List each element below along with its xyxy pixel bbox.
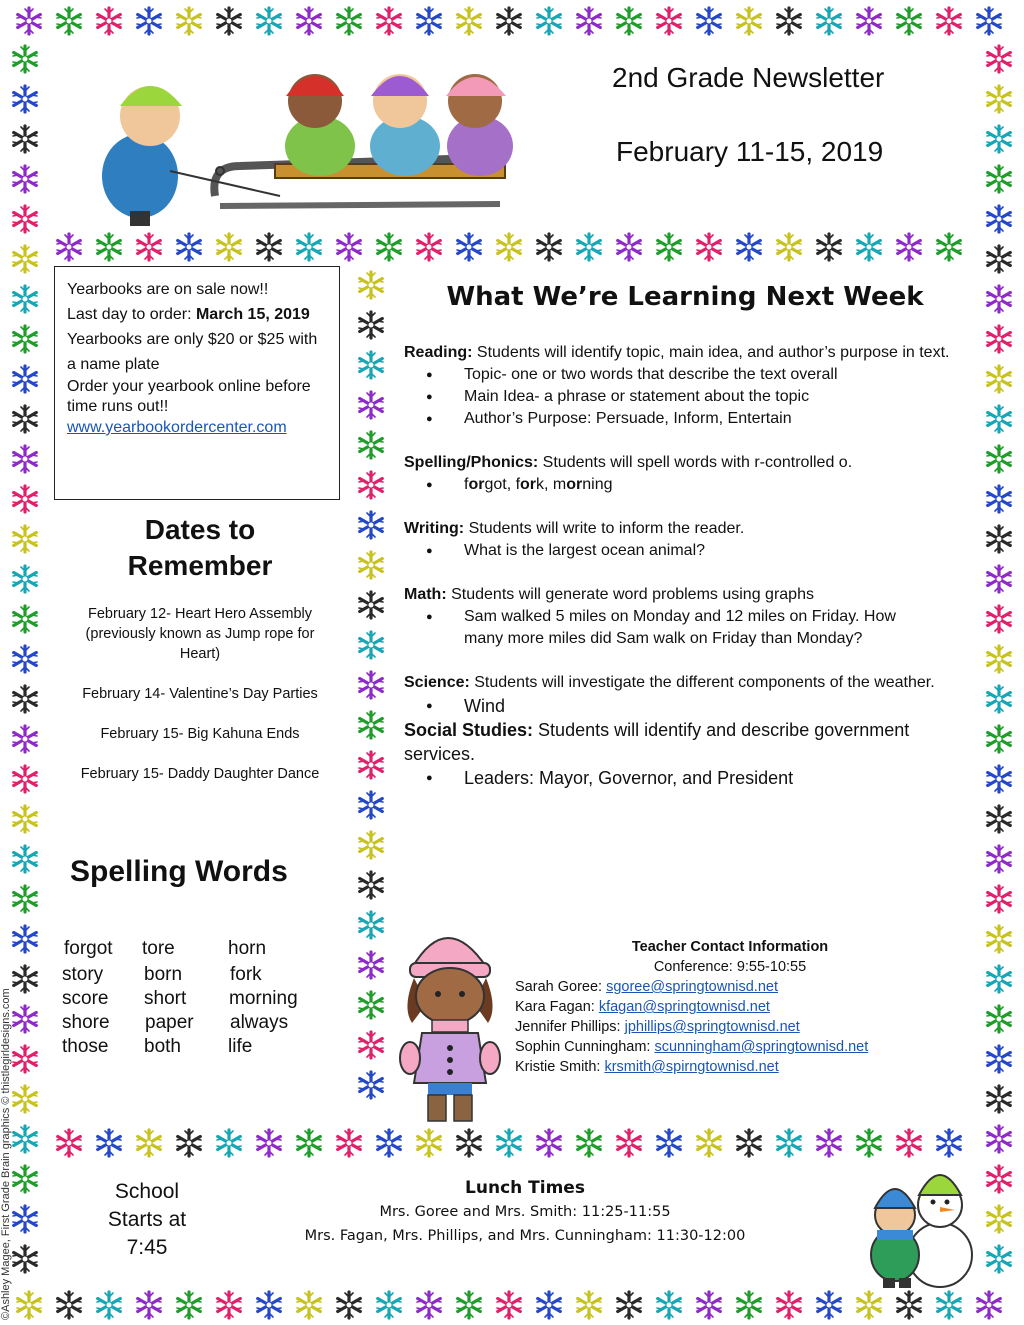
snowflake-icon <box>54 232 84 262</box>
snowflake-icon <box>454 232 484 262</box>
snowflake-icon <box>10 84 40 114</box>
spelling-heading: Spelling Words <box>70 855 288 888</box>
snowflake-icon <box>174 1290 204 1320</box>
snowflake-icon <box>374 6 404 36</box>
snowflake-icon <box>356 310 386 340</box>
snowflake-icon <box>356 710 386 740</box>
snowflake-icon <box>984 924 1014 954</box>
snowflake-icon <box>10 164 40 194</box>
snowflake-icon <box>984 804 1014 834</box>
teacher-name: Sophin Cunningham: <box>515 1039 655 1055</box>
sled-kids-illustration <box>60 46 600 226</box>
snowflake-icon <box>356 990 386 1020</box>
writing-bullet: ● What is the largest ocean animal? <box>464 540 964 562</box>
bullet-part-bold: or <box>468 476 485 493</box>
snowflake-icon <box>174 6 204 36</box>
snowflake-icon <box>10 724 40 754</box>
snowflake-icon <box>54 6 84 36</box>
snowflake-icon <box>984 444 1014 474</box>
snowflake-icon <box>10 124 40 154</box>
snowflake-icon <box>614 1128 644 1158</box>
lunch-times <box>280 1176 770 1248</box>
snowflake-icon <box>534 1290 564 1320</box>
snowflake-icon <box>94 1290 124 1320</box>
teacher-email-link[interactable]: jphillips@springtownisd.net <box>624 1019 800 1035</box>
math-label: Math: <box>404 586 447 603</box>
teacher-email-link[interactable]: krsmith@spirngtownisd.net <box>604 1059 779 1075</box>
snowflake-icon <box>614 1290 644 1320</box>
yearbook-deadline-label: Last day to order: <box>67 306 196 323</box>
snowflake-icon <box>984 644 1014 674</box>
spelling-word: born <box>144 964 183 985</box>
newsletter-date: February 11-15, 2019 <box>616 136 884 167</box>
snowflake-icon <box>814 1128 844 1158</box>
snowflake-icon <box>356 1030 386 1060</box>
snowflake-icon <box>94 1128 124 1158</box>
spelling-word: paper <box>145 1012 194 1033</box>
snowflake-icon <box>356 670 386 700</box>
snowflake-icon <box>294 6 324 36</box>
snowflake-icon <box>356 750 386 780</box>
snowflake-icon <box>10 844 40 874</box>
snowflake-icon <box>694 1290 724 1320</box>
snowflake-icon <box>134 1290 164 1320</box>
snowflake-icon <box>934 1128 964 1158</box>
snowflake-icon <box>654 1128 684 1158</box>
snowflake-icon <box>984 1164 1014 1194</box>
conference-time: Conference: 9:55-10:55 <box>653 959 807 975</box>
spelling-word: both <box>144 1036 181 1057</box>
snowflake-icon <box>374 1290 404 1320</box>
snowflake-icon <box>894 6 924 36</box>
spelling-word: always <box>230 1012 289 1033</box>
snowflake-icon <box>574 1290 604 1320</box>
reading-block <box>404 342 964 430</box>
snowflake-icon <box>356 830 386 860</box>
teacher-row <box>515 1057 945 1077</box>
snowflake-icon <box>10 684 40 714</box>
teacher-name: Sarah Goree: <box>515 979 607 995</box>
snowflake-icon <box>614 232 644 262</box>
snowflake-icon <box>356 790 386 820</box>
snowflake-icon <box>814 1290 844 1320</box>
spelling-word: forgot <box>64 938 113 959</box>
snowflake-icon <box>10 524 40 554</box>
snowflake-icon <box>854 1128 884 1158</box>
snowflake-icon <box>984 1244 1014 1274</box>
snowflake-icon <box>356 1070 386 1100</box>
snowflake-icon <box>534 232 564 262</box>
snowflake-icon <box>734 232 764 262</box>
snowflake-icon <box>494 232 524 262</box>
snowflake-icon <box>984 844 1014 874</box>
teacher-email-link[interactable]: kfagan@springtownisd.net <box>598 999 770 1015</box>
snowflake-icon <box>774 232 804 262</box>
bullet-part: k, m <box>536 476 567 493</box>
reading-bullet: ● Topic- one or two words that describe the text overall <box>464 364 964 386</box>
snowflake-icon <box>984 684 1014 714</box>
snowflake-icon <box>10 564 40 594</box>
snowflake-icon <box>984 1124 1014 1154</box>
snowflake-icon <box>10 1124 40 1154</box>
snowflake-icon <box>214 1128 244 1158</box>
snowflake-icon <box>374 1128 404 1158</box>
spelling-word: shore <box>62 1012 110 1033</box>
school-start-time: School Starts at 7:45 <box>107 1180 187 1259</box>
boy-snowman-illustration <box>855 1160 980 1290</box>
snowflake-icon <box>10 764 40 794</box>
snowflake-icon <box>334 1128 364 1158</box>
social-studies-label: Social Studies: <box>404 720 534 740</box>
snowflake-icon <box>414 1290 444 1320</box>
snowflake-icon <box>934 232 964 262</box>
snowflake-icon <box>984 1004 1014 1034</box>
snowflake-icon <box>654 1290 684 1320</box>
math-text: Students will generate word problems using graphs <box>446 586 814 603</box>
date-item: February 15- Daddy Daughter Dance <box>80 766 320 782</box>
snowflake-icon <box>654 6 684 36</box>
spelling-word: horn <box>228 938 267 959</box>
snowflake-icon <box>54 1290 84 1320</box>
snowflake-icon <box>10 1164 40 1194</box>
spelling-word: fork <box>230 964 262 985</box>
snowflake-icon <box>984 164 1014 194</box>
newsletter-title: 2nd Grade Newsletter <box>612 62 885 93</box>
lunch-title: Lunch Times <box>465 1178 585 1198</box>
snowflake-icon <box>984 124 1014 154</box>
bullet-part-bold: or <box>566 476 583 493</box>
snowflake-icon <box>10 644 40 674</box>
snowflake-icon <box>694 6 724 36</box>
spelling-phonics-block <box>404 452 964 496</box>
snowflake-icon <box>414 6 444 36</box>
yearbook-notice <box>54 266 340 500</box>
snowflake-icon <box>984 564 1014 594</box>
spelling-word: life <box>228 1036 253 1057</box>
snowflake-icon <box>356 390 386 420</box>
snowflake-icon <box>334 232 364 262</box>
writing-block <box>404 518 964 562</box>
snowflake-icon <box>10 244 40 274</box>
teacher-name: Kara Fagan: <box>515 999 599 1015</box>
math-bullet: ● Sam walked 5 miles on Monday and 12 miles on Friday. How many more miles did Sam walk on Friday than Monday? <box>464 606 904 650</box>
teacher-contact <box>515 937 945 1077</box>
snowflake-icon <box>974 1290 1004 1320</box>
snowflake-icon <box>984 724 1014 754</box>
snowflake-icon <box>984 884 1014 914</box>
snowflake-icon <box>984 324 1014 354</box>
snowflake-icon <box>854 6 884 36</box>
snowflake-icon <box>414 232 444 262</box>
dates-list <box>70 604 330 804</box>
snowflake-icon <box>894 1128 924 1158</box>
snowflake-icon <box>174 232 204 262</box>
snowflake-icon <box>974 6 1004 36</box>
snowflake-icon <box>774 1128 804 1158</box>
snowflake-icon <box>254 6 284 36</box>
teacher-row <box>515 997 945 1017</box>
teacher-name: Kristie Smith: <box>515 1059 605 1075</box>
snowflake-icon <box>10 1244 40 1274</box>
snowflake-icon <box>356 950 386 980</box>
snowflake-icon <box>984 1084 1014 1114</box>
reading-bullet: ● Author’s Purpose: Persuade, Inform, Entertain <box>464 408 964 430</box>
snowflake-icon <box>10 964 40 994</box>
spelling-word: those <box>62 1036 109 1057</box>
snowflake-icon <box>174 1128 204 1158</box>
snowflake-icon <box>984 244 1014 274</box>
snowflake-icon <box>134 6 164 36</box>
reading-text: Students will identify topic, main idea, and author’s purpose in text. <box>472 344 950 361</box>
snowflake-icon <box>774 6 804 36</box>
snowflake-icon <box>54 1128 84 1158</box>
snowflake-icon <box>10 1044 40 1074</box>
snowflake-icon <box>10 1084 40 1114</box>
bullet-part: got, f <box>484 476 521 493</box>
snowflake-icon <box>10 804 40 834</box>
teacher-email-link[interactable]: sgoree@springtownisd.net <box>606 979 778 995</box>
snowflake-icon <box>10 1004 40 1034</box>
snowflake-icon <box>984 764 1014 794</box>
snowflake-icon <box>10 924 40 954</box>
snowflake-icon <box>854 232 884 262</box>
snowflake-icon <box>984 604 1014 634</box>
snowflake-icon <box>356 270 386 300</box>
snowflake-icon <box>356 470 386 500</box>
learning-title: What We’re Learning Next Week <box>446 282 924 312</box>
math-block <box>404 584 964 650</box>
snowflake-icon <box>10 444 40 474</box>
snowflake-icon <box>356 870 386 900</box>
snowflake-icon <box>654 232 684 262</box>
snowflake-icon <box>454 6 484 36</box>
snowflake-icon <box>534 1128 564 1158</box>
bullet-part-bold: or <box>520 476 537 493</box>
social-studies-bullet: ● Leaders: Mayor, Governor, and President <box>464 766 964 790</box>
snowflake-icon <box>734 6 764 36</box>
bullet-part: f <box>464 476 469 493</box>
snowflake-icon <box>494 6 524 36</box>
snowflake-icon <box>214 232 244 262</box>
snowflake-icon <box>374 232 404 262</box>
snowflake-icon <box>10 324 40 354</box>
copyright-credit: ©Ashley Magee, First Grade Brain graphics © thistlegirldesigns.com <box>0 988 12 1320</box>
snowflake-icon <box>814 6 844 36</box>
learning-section <box>404 342 964 790</box>
spelling-word: short <box>144 988 187 1009</box>
snowflake-icon <box>334 1290 364 1320</box>
writing-label: Writing: <box>404 520 465 537</box>
snowflake-icon <box>294 1290 324 1320</box>
snowflake-icon <box>454 1128 484 1158</box>
snowflake-icon <box>94 232 124 262</box>
snowflake-icon <box>984 204 1014 234</box>
snowflake-icon <box>134 232 164 262</box>
snowflake-icon <box>254 1128 284 1158</box>
date-item: February 14- Valentine’s Day Parties <box>82 686 318 702</box>
bullet-part: ning <box>582 476 613 493</box>
snowflake-icon <box>356 550 386 580</box>
snowflake-icon <box>984 1204 1014 1234</box>
snowflake-icon <box>10 484 40 514</box>
snowflake-icon <box>694 232 724 262</box>
snowflake-icon <box>984 44 1014 74</box>
snowflake-icon <box>534 6 564 36</box>
snowflake-icon <box>574 1128 604 1158</box>
snowflake-icon <box>934 1290 964 1320</box>
science-text: Students will investigate the different components of the weather. <box>469 674 935 691</box>
snowflake-icon <box>10 404 40 434</box>
snowflake-icon <box>934 6 964 36</box>
snowflake-icon <box>356 430 386 460</box>
spelling-phonics-bullet <box>464 474 964 496</box>
yearbook-price: Yearbooks are only $20 or $25 with a name plate <box>67 331 318 373</box>
snowflake-icon <box>984 964 1014 994</box>
snowflake-icon <box>984 284 1014 314</box>
snowflake-icon <box>214 1290 244 1320</box>
snowflake-icon <box>894 232 924 262</box>
snowflake-icon <box>414 1128 444 1158</box>
science-block <box>404 672 964 718</box>
reading-label: Reading: <box>404 344 473 361</box>
lunch-line: Mrs. Goree and Mrs. Smith: 11:25-11:55 <box>379 1204 671 1220</box>
snowflake-icon <box>10 44 40 74</box>
snowflake-icon <box>10 284 40 314</box>
snowflake-icon <box>356 510 386 540</box>
reading-bullet: ● Main Idea- a phrase or statement about the topic <box>464 386 964 408</box>
snowflake-icon <box>14 6 44 36</box>
snowflake-icon <box>356 910 386 940</box>
snowflake-icon <box>356 350 386 380</box>
teacher-row <box>515 977 945 997</box>
snowflake-icon <box>10 604 40 634</box>
snowflake-icon <box>984 404 1014 434</box>
snowflake-icon <box>694 1128 724 1158</box>
dates-heading: Dates to Remember <box>127 514 273 581</box>
spelling-word: score <box>62 988 109 1009</box>
yearbook-order: Order your yearbook online before time runs out!! <box>67 378 311 415</box>
snowflake-icon <box>14 1290 44 1320</box>
yearbook-deadline-date: March 15, 2019 <box>195 306 310 323</box>
snowflake-icon <box>774 1290 804 1320</box>
snowflake-icon <box>454 1290 484 1320</box>
snowflake-icon <box>294 232 324 262</box>
lunch-line: Mrs. Fagan, Mrs. Phillips, and Mrs. Cunningham: 11:30-12:00 <box>304 1228 746 1244</box>
teacher-name: Jennifer Phillips: <box>515 1019 625 1035</box>
yearbook-link[interactable]: www.yearbookordercenter.com <box>67 419 287 436</box>
snowflake-icon <box>334 6 364 36</box>
snowflake-icon <box>254 1290 284 1320</box>
snowflake-icon <box>494 1128 524 1158</box>
snowflake-icon <box>814 232 844 262</box>
snowflake-icon <box>984 84 1014 114</box>
girl-winter-illustration <box>392 908 512 1128</box>
snowflake-icon <box>734 1128 764 1158</box>
snowflake-icon <box>984 364 1014 394</box>
snowflake-icon <box>574 232 604 262</box>
social-studies-block <box>404 718 964 790</box>
snowflake-icon <box>134 1128 164 1158</box>
snowflake-icon <box>494 1290 524 1320</box>
spelling-word: story <box>62 964 104 985</box>
snowflake-icon <box>614 6 644 36</box>
teacher-row <box>515 1017 945 1037</box>
snowflake-icon <box>10 204 40 234</box>
social-studies-text: Students will identify and describe government services. <box>404 720 910 764</box>
snowflake-icon <box>10 1204 40 1234</box>
date-item: February 15- Big Kahuna Ends <box>100 726 300 742</box>
snowflake-icon <box>854 1290 884 1320</box>
contact-title: Teacher Contact Information <box>631 939 829 955</box>
snowflake-icon <box>984 524 1014 554</box>
snowflake-icon <box>356 590 386 620</box>
snowflake-icon <box>984 1044 1014 1074</box>
snowflake-icon <box>10 364 40 394</box>
snowflake-icon <box>10 884 40 914</box>
snowflake-icon <box>984 484 1014 514</box>
science-bullet: ● Wind <box>464 694 964 718</box>
snowflake-icon <box>734 1290 764 1320</box>
spelling-phonics-text: Students will spell words with r-controlled o. <box>538 454 853 471</box>
date-item: February 12- Heart Hero Assembly (previously known as Jump rope for Heart) <box>85 606 315 662</box>
snowflake-icon <box>294 1128 324 1158</box>
spelling-word: morning <box>229 988 298 1009</box>
snowflake-icon <box>574 6 604 36</box>
snowflake-icon <box>356 630 386 660</box>
writing-text: Students will write to inform the reader. <box>464 520 745 537</box>
teacher-email-link[interactable]: scunningham@springtownisd.net <box>654 1039 869 1055</box>
snowflake-icon <box>214 6 244 36</box>
spelling-word: tore <box>142 938 175 959</box>
teacher-row <box>515 1037 945 1057</box>
snowflake-icon <box>254 232 284 262</box>
science-label: Science: <box>404 674 470 691</box>
snowflake-icon <box>894 1290 924 1320</box>
snowflake-icon <box>94 6 124 36</box>
spelling-phonics-label: Spelling/Phonics: <box>404 454 539 471</box>
yearbook-deadline <box>67 302 327 327</box>
yearbook-line: Yearbooks are on sale now!! <box>67 281 269 298</box>
